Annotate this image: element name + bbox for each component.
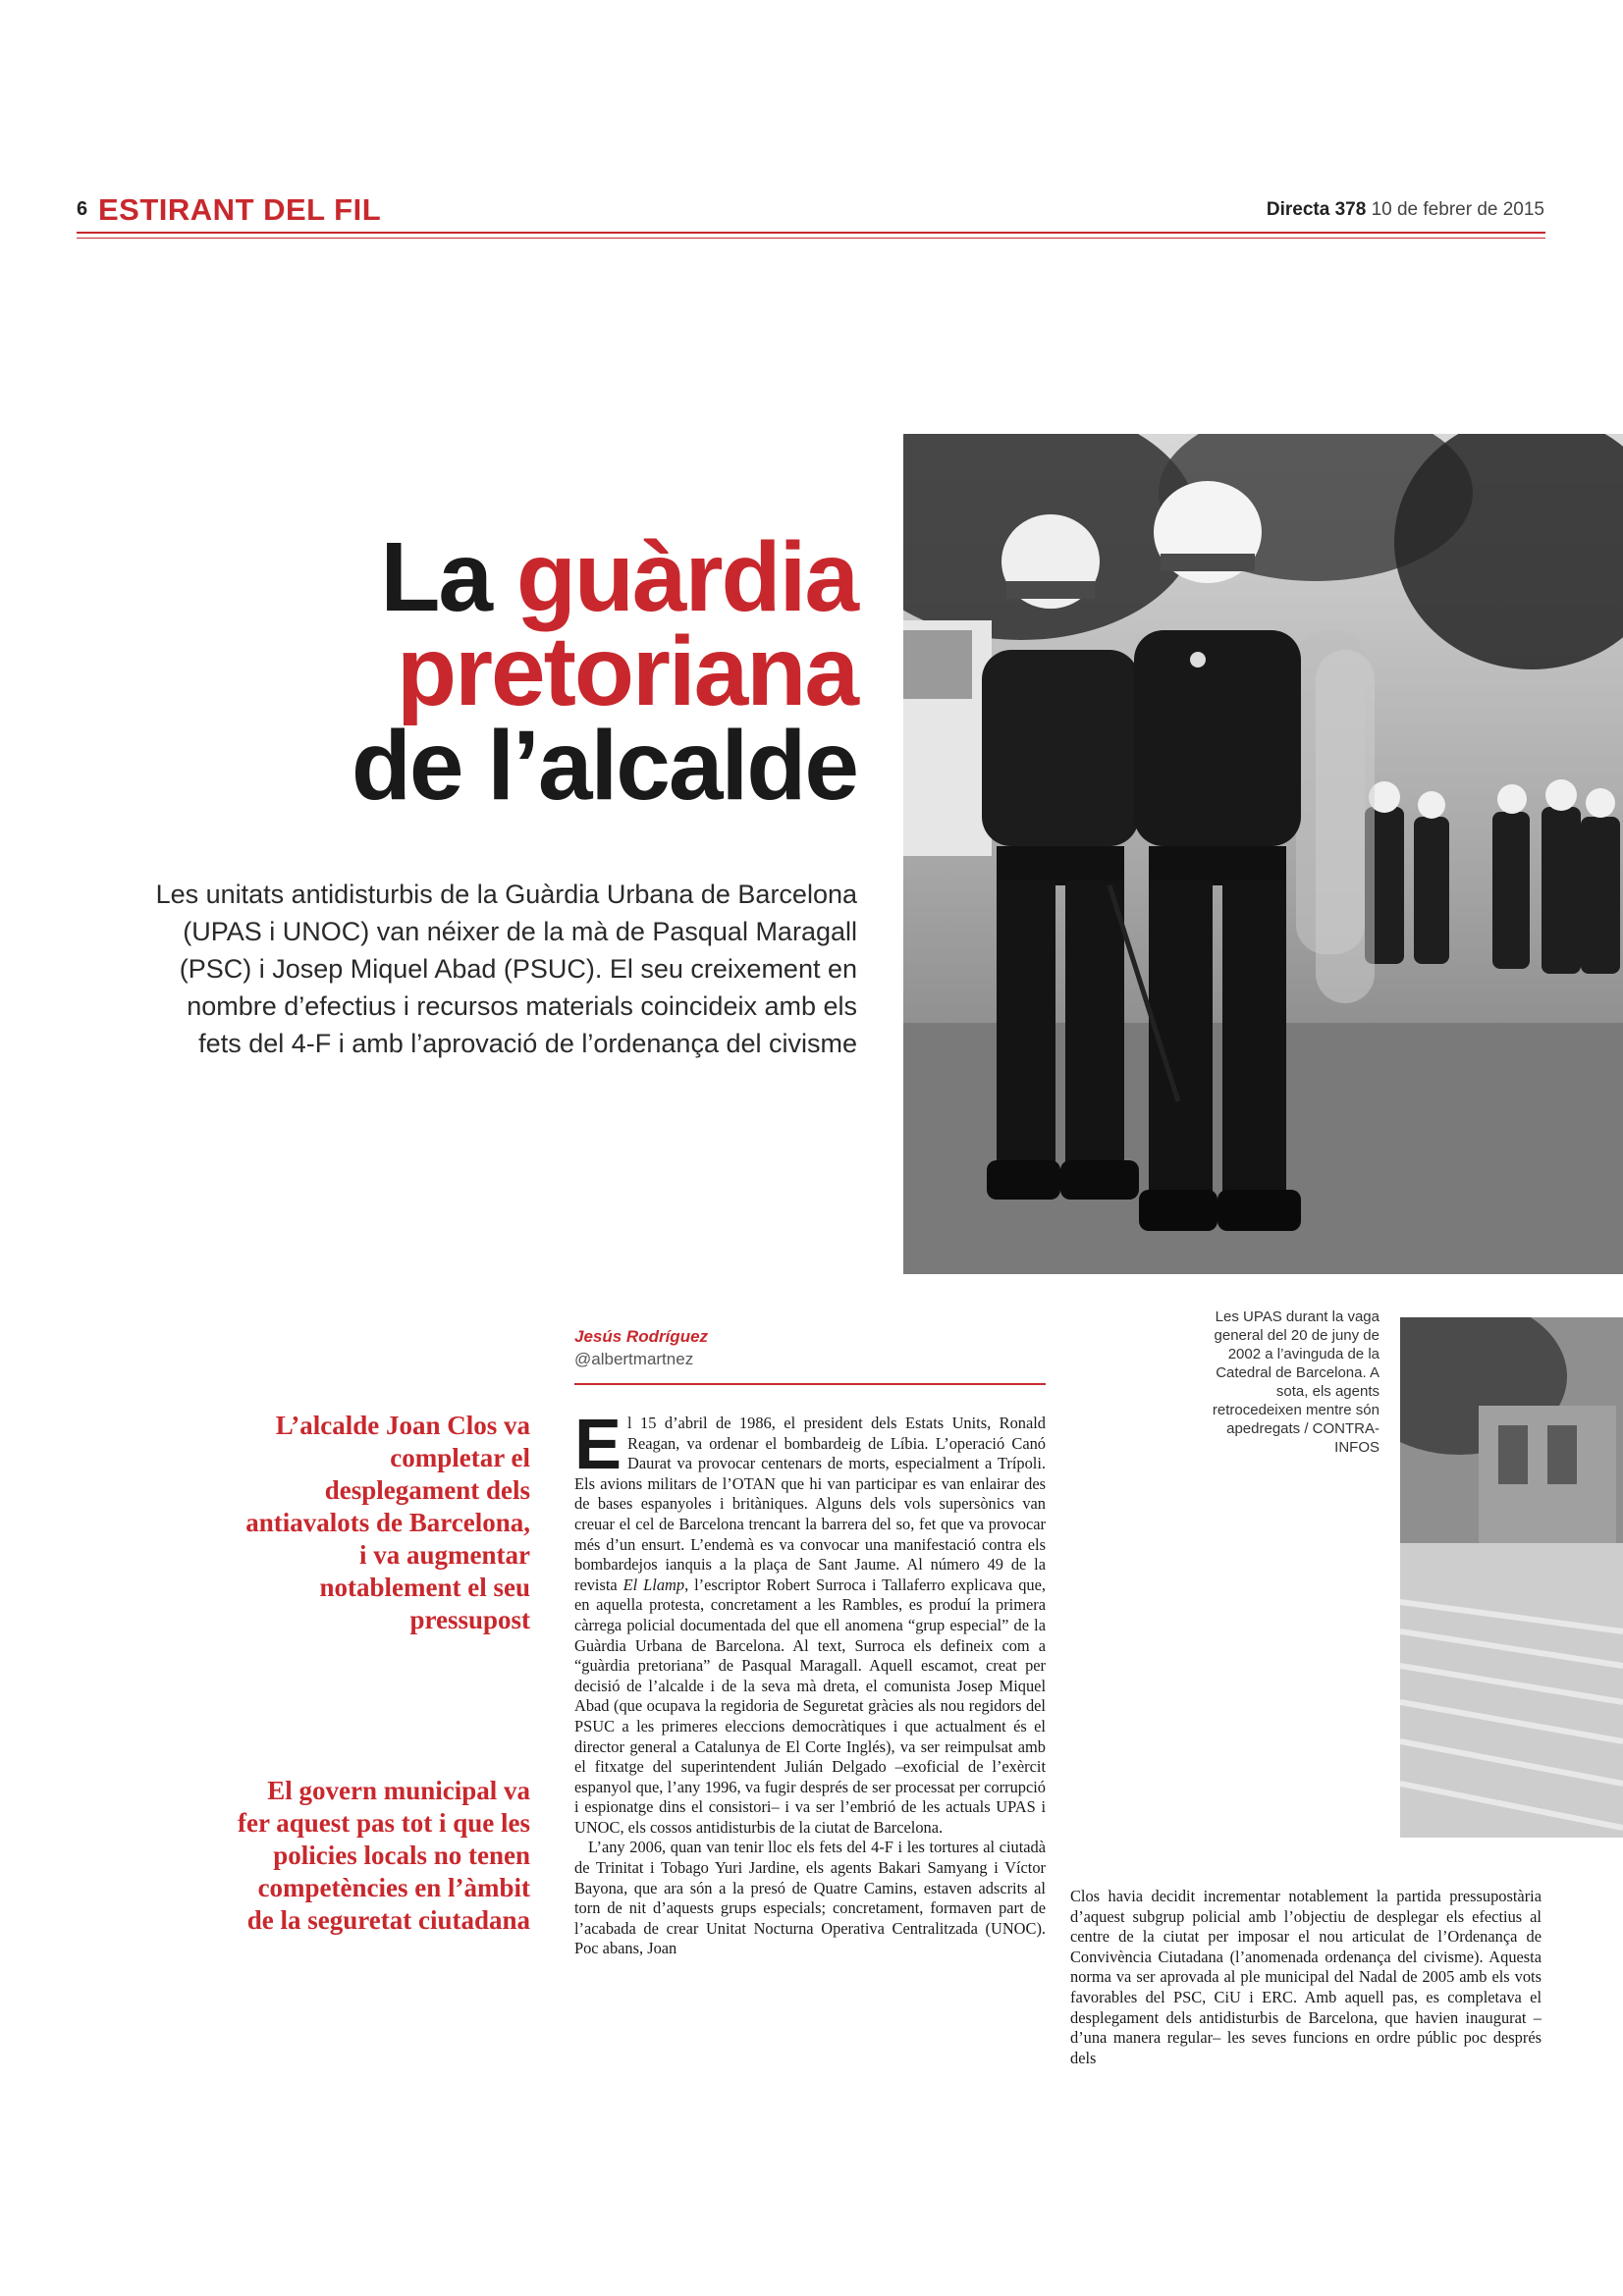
drop-cap: E xyxy=(574,1406,622,1484)
pull-quote: L’alcalde Joan Clos va completar el desplegament dels antiavalots de Barcelona, i va augmentar notablement el seu pressupost xyxy=(245,1411,530,1634)
photo-caption: Les UPAS durant la vaga general del 20 de juny de 2002 a l’avinguda de la Catedral de Barcelona. A sota, els agents retrocedeixen mentre són apedregats / CONTRA-INFOS xyxy=(1212,1308,1380,1456)
header-rule-thin xyxy=(77,238,1545,239)
headline xyxy=(170,522,857,821)
paragraph xyxy=(574,1406,1046,1838)
magazine-title: El Llamp xyxy=(622,1575,685,1594)
byline-rule xyxy=(574,1383,1046,1385)
author-handle: @albertmartnez xyxy=(574,1350,694,1368)
issue-info xyxy=(1267,199,1544,221)
paragraph-text: l 15 d’abril de 1986, el president dels Estats Units, Ronald Reagan, va ordenar el bombardeig de Líbia. L’operació Canó Daurat va provocar centenars de morts, especialment a Trípoli. Els avions militars de l’OTAN que hi van participar es van enlairar des de bases espanyoles i britàniques. Alguns dels vols supersònics van creuar el cel de Barcelona trencant la barrera del so, fet que va provocar més d’un ensurt. L’endemà es va convocar una manifestació contra els bombardejos ianquis a la plaça de Sant Jaume. Al número 49 de la revista xyxy=(574,1414,1046,1594)
section-title: ESTIRANT DEL FIL xyxy=(98,192,382,227)
headline-highlight-2: pretoriana xyxy=(396,616,857,726)
article-body-column-2 xyxy=(1070,1887,1542,2068)
headline-highlight: guàrdia xyxy=(515,522,857,632)
secondary-photo xyxy=(1400,1317,1623,1838)
page-number: 6 xyxy=(77,198,88,220)
dek: Les unitats antidisturbis de la Guàrdia Urbana de Barcelona (UPAS i UNOC) van néixer de la mà de Pasqual Maragall (PSC) i Josep Miquel Abad (PSUC). El seu creixement en nombre d’efectius i recursos materials coincideix amb els fets del 4-F i amb l’aprovació de l’ordenança del civisme xyxy=(155,880,857,1058)
headline-part: La xyxy=(380,522,516,632)
paragraph: L’any 2006, quan van tenir lloc els fets del 4-F i les tortures al ciutadà de Trinitat i Tobago Yuri Jardine, els agents Bakari Samyang i Víctor Bayona, que ara són a la presó de Quatre Camins, estaven adscrits al torn de nit d’aquests grups especials; concretament, formaven part de l’acabada de crear Unitat Nocturna Operativa Centralitzada (UNOC). Poc abans, Joan xyxy=(574,1838,1046,1958)
pull-quote: El govern municipal va fer aquest pas tot i que les policies locals no tenen competències en l’àmbit de la seguretat ciutadana xyxy=(237,1776,530,1935)
author-name: Jesús Rodríguez xyxy=(574,1327,709,1346)
paragraph: Clos havia decidit incrementar notablement la partida pressupostària d’aquest subgrup policial amb l’objectiu de desplegar els efectius al centre de la ciutat per imposar el nou articulat de l’Ordenança de Convivència Ciutadana (l’anomenada ordenança del civisme). Aquesta norma va ser aprovada al ple municipal del Nadal de 2005 amb els vots favorables del PSC, CiU i ERC. Amb aquell pas, es completava el desplegament dels antidisturbis de Barcelona, que havien inaugurat –d’una manera regular– les seves funcions en ordre públic poc després dels xyxy=(1070,1887,1542,2067)
header-rule xyxy=(77,232,1545,234)
issue-date: 10 de febrer de 2015 xyxy=(1371,199,1544,220)
publication-name: Directa 378 xyxy=(1266,199,1367,220)
headline-part-2: de l’alcalde xyxy=(351,711,857,821)
riot-police-photo xyxy=(903,434,1623,1274)
article-body-column-1 xyxy=(574,1406,1046,1959)
main-photo xyxy=(903,434,1623,1274)
street-scene-photo xyxy=(1400,1317,1623,1838)
paragraph-text: , l’escriptor Robert Surroca i Tallaferro explicava que, en aquella protesta, concretament a les Rambles, es produí la primera càrrega policial documentada del que ell anomena “grup especial” de la Guàrdia Urbana de Barcelona. Al text, Surroca els defineix com a “guàrdia pretoriana” de Pasqual Maragall. Aquell escamot, creat per decisió de l’alcalde i de la seva mà dreta, el comunista Josep Miquel Abad (que ocupava la regidoria de Seguretat gràcies als nou regidors del PSUC a les primeres eleccions democràtiques i que actualment és el director general a Catalunya de El Corte Inglés), va ser reimpulsat amb el fitxatge del superintendent Julián Delgado –exoficial de l’exèrcit espanyol que, l’any 1996, va fugir després de ser processat per corrupció i espionatge dins el consistori– i va ser l’embrió de les actuals UPAS i UNOC, els cossos antidisturbis de la ciutat de Barcelona. xyxy=(574,1575,1046,1837)
